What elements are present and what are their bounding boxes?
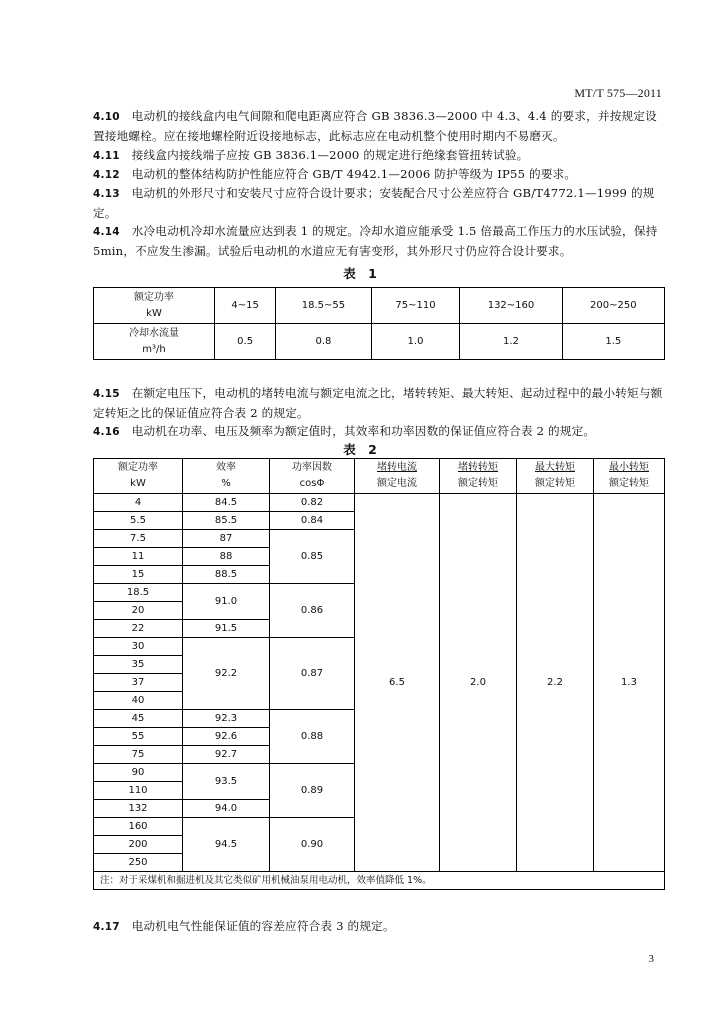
clause-4-12 (93, 165, 665, 185)
table1-cell: 75~110 (371, 288, 460, 324)
clause-text: 电动机的整体结构防护性能应符合 GB/T 4942.1—2006 防护等级为 IP55 的要求。 (131, 167, 577, 181)
table2-caption: 表 2 (343, 442, 381, 457)
table2-header: 堵转电流 额定电流 (355, 459, 440, 494)
table2-power: 22 (94, 620, 183, 638)
clause-number: 4.15 (93, 388, 120, 400)
table2-power: 90 (94, 764, 183, 782)
table2-efficiency: 93.5 (183, 764, 270, 800)
table2-power: 7.5 (94, 530, 183, 548)
clause-number: 4.11 (93, 150, 120, 162)
table2-efficiency: 88.5 (183, 566, 270, 584)
table2-power-factor: 0.85 (270, 530, 355, 584)
table2-power: 110 (94, 782, 183, 800)
table2-locked-torque: 2.0 (440, 494, 517, 872)
table2-power: 132 (94, 800, 183, 818)
table1-row-label: 额定功率 kW (94, 288, 215, 324)
clause-number: 4.16 (93, 426, 120, 438)
clause-4-16 (93, 422, 665, 442)
cooling-water-table (93, 287, 665, 360)
clause-number: 4.17 (93, 921, 120, 933)
clause-4-14 (93, 222, 665, 261)
table1-cell: 0.5 (215, 324, 276, 360)
table1-cell: 1.2 (460, 324, 562, 360)
table2-efficiency: 91.0 (183, 584, 270, 620)
table2-header: 最小转矩 额定转矩 (594, 459, 665, 494)
clause-text: 电动机的外形尺寸和安装尺寸应符合设计要求；安装配合尺寸公差应符合 GB/T4772.1—1999 的规定。 (93, 186, 655, 220)
page-number: 3 (648, 953, 654, 965)
standard-code: MT/T 575—2011 (574, 86, 662, 100)
table2-efficiency: 92.3 (183, 710, 270, 728)
table2-min-torque: 1.3 (594, 494, 665, 872)
clause-text: 电动机的接线盒内电气间隙和爬电距离应符合 GB 3836.3—2000 中 4.3、4.4 的要求，并按规定设置接地螺栓。应在接地螺栓附近设接地标志，此标志应在电动机整个使用时期内不易磨灭。 (93, 109, 657, 143)
table2-efficiency: 92.6 (183, 728, 270, 746)
table2-power: 4 (94, 494, 183, 512)
clause-number: 4.14 (93, 226, 120, 238)
table2-power: 55 (94, 728, 183, 746)
table2-power: 45 (94, 710, 183, 728)
table1-cell: 4~15 (215, 288, 276, 324)
table2-header: 额定功率 kW (94, 459, 183, 494)
clause-4-17 (93, 917, 665, 937)
table2-power: 200 (94, 836, 183, 854)
table2-note: 注：对于采煤机和掘进机及其它类似矿用机械油泵用电动机，效率值降低 1%。 (94, 872, 665, 890)
table2-power-factor: 0.88 (270, 710, 355, 764)
clause-4-10 (93, 107, 665, 146)
table1-row-label: 冷却水流量 m³/h (94, 324, 215, 360)
table2-power-factor: 0.86 (270, 584, 355, 638)
clause-4-11 (93, 146, 665, 166)
clause-text: 接线盒内接线端子应按 GB 3836.1—2000 的规定进行绝缘套管扭转试验。 (131, 148, 529, 162)
clause-text: 电动机电气性能保证值的容差应符合表 3 的规定。 (131, 919, 395, 933)
clause-number: 4.13 (93, 188, 120, 200)
table2-power: 37 (94, 674, 183, 692)
clause-4-15 (93, 384, 665, 423)
table2-power: 15 (94, 566, 183, 584)
table1-cell: 0.8 (276, 324, 371, 360)
table2-power: 18.5 (94, 584, 183, 602)
table2-power: 20 (94, 602, 183, 620)
performance-table (93, 458, 665, 890)
clause-text: 水冷电动机冷却水流量应达到表 1 的规定。冷却水道应能承受 1.5 倍最高工作压力的水压试验，保持 5min，不应发生渗漏。试验后电动机的水道应无有害变形，其外形尺寸仍应符合设计要求。 (93, 224, 658, 258)
table2-power: 5.5 (94, 512, 183, 530)
table1-cell: 1.0 (371, 324, 460, 360)
table1-cell: 1.5 (562, 324, 664, 360)
table2-efficiency: 94.0 (183, 800, 270, 818)
table1-cell: 200~250 (562, 288, 664, 324)
table2-power: 30 (94, 638, 183, 656)
clause-number: 4.12 (93, 169, 120, 181)
table2-power-factor: 0.90 (270, 818, 355, 872)
table2-efficiency: 88 (183, 548, 270, 566)
table2-power: 11 (94, 548, 183, 566)
table1-cell: 132~160 (460, 288, 562, 324)
table2-header: 最大转矩 额定转矩 (517, 459, 594, 494)
table2-power: 35 (94, 656, 183, 674)
table2-power-factor: 0.84 (270, 512, 355, 530)
table2-power: 75 (94, 746, 183, 764)
table1-caption: 表 1 (343, 266, 381, 281)
clause-number: 4.10 (93, 111, 120, 123)
table2-header: 功率因数 cosΦ (270, 459, 355, 494)
table2-power: 40 (94, 692, 183, 710)
table2-header: 堵转转矩 额定转矩 (440, 459, 517, 494)
table2-efficiency: 92.7 (183, 746, 270, 764)
clause-text: 电动机在功率、电压及频率为额定值时，其效率和功率因数的保证值应符合表 2 的规定。 (131, 424, 596, 438)
table2-efficiency: 94.5 (183, 818, 270, 872)
table2-power: 160 (94, 818, 183, 836)
table2-efficiency: 85.5 (183, 512, 270, 530)
table2-efficiency: 87 (183, 530, 270, 548)
table2-header: 效率 % (183, 459, 270, 494)
clause-4-13 (93, 184, 665, 223)
table2-power-factor: 0.89 (270, 764, 355, 818)
table2-power-factor: 0.87 (270, 638, 355, 710)
clause-text: 在额定电压下，电动机的堵转电流与额定电流之比，堵转转矩、最大转矩、起动过程中的最小转矩与额定转矩之比的保证值应符合表 2 的规定。 (93, 386, 663, 420)
table2-power-factor: 0.82 (270, 494, 355, 512)
table2-power: 250 (94, 854, 183, 872)
table2-locked-current: 6.5 (355, 494, 440, 872)
table2-efficiency: 84.5 (183, 494, 270, 512)
table2-max-torque: 2.2 (517, 494, 594, 872)
table2-efficiency: 91.5 (183, 620, 270, 638)
table2-efficiency: 92.2 (183, 638, 270, 710)
table1-cell: 18.5~55 (276, 288, 371, 324)
